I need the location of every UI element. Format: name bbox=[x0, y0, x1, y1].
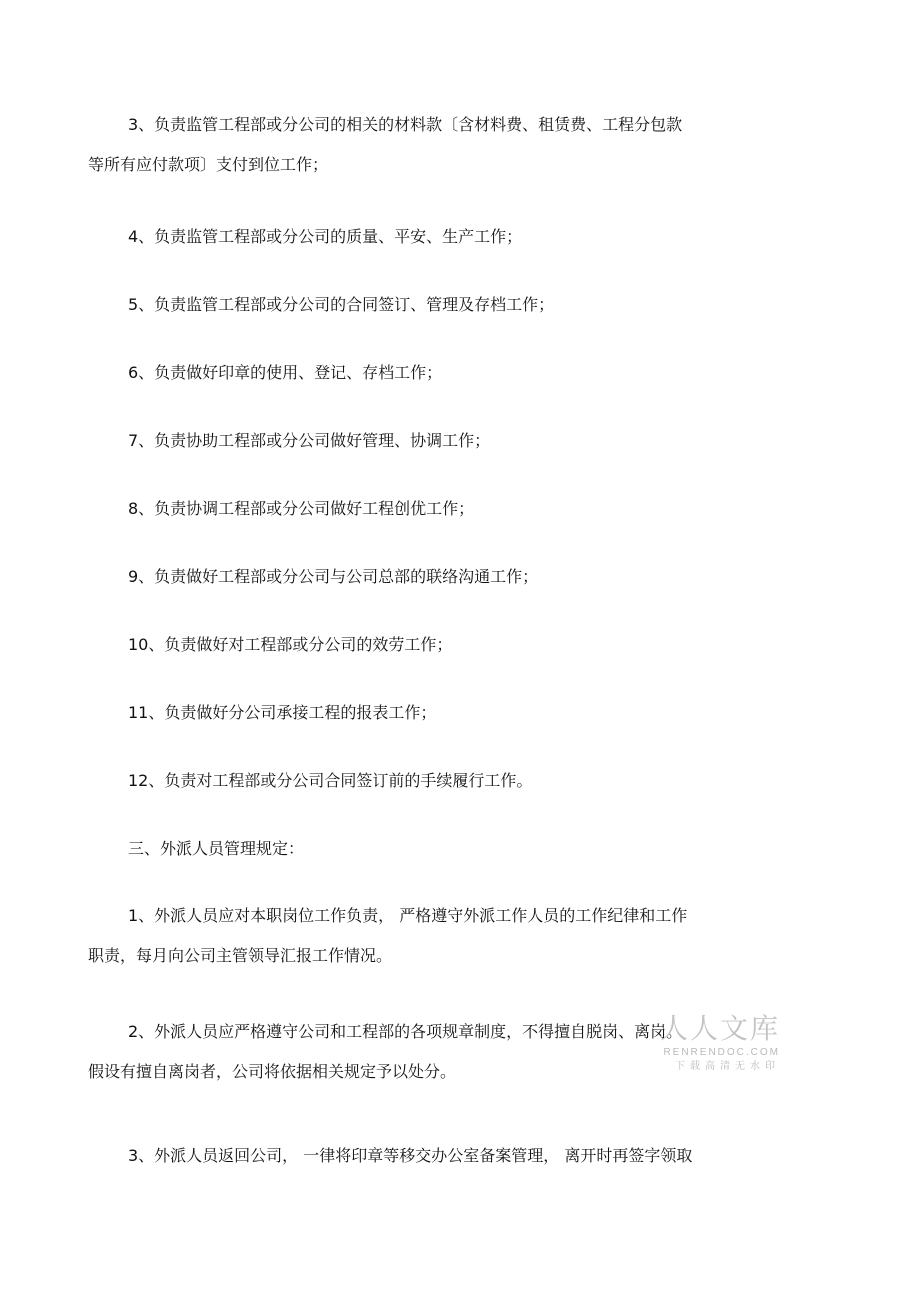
watermark bbox=[630, 1012, 780, 1074]
paragraph-item-3 bbox=[88, 105, 788, 185]
paragraph-line: 11、负责做好分公司承接工程的报表工作； bbox=[128, 703, 437, 722]
paragraph-item-10 bbox=[88, 625, 788, 665]
paragraph-line: 10、负责做好对工程部或分公司的效劳工作； bbox=[128, 635, 453, 654]
paragraph-item-11 bbox=[88, 693, 788, 733]
paragraph-item-6 bbox=[88, 353, 788, 393]
paragraph-item-8 bbox=[88, 489, 788, 529]
paragraph-line: 6、负责做好印章的使用、登记、存档工作； bbox=[128, 363, 443, 382]
paragraph-item-12 bbox=[88, 761, 788, 801]
paragraph-item-5 bbox=[88, 285, 788, 325]
paragraph-rule-3 bbox=[88, 1136, 788, 1176]
paragraph-line: 3、负责监管工程部或分公司的相关的材料款〔含材料费、租赁费、工程分包款 bbox=[128, 115, 683, 134]
paragraph-line: 3、外派人员返回公司， 一律将印章等移交办公室备案管理， 离开时再签字领取 bbox=[128, 1146, 693, 1165]
watermark-brand: 人人文库 bbox=[659, 1012, 780, 1045]
paragraph-line: 12、负责对工程部或分公司合同签订前的手续履行工作。 bbox=[128, 771, 533, 790]
paragraph-rule-1 bbox=[88, 896, 788, 976]
watermark-tagline: 下载高清无水印 bbox=[675, 1061, 780, 1072]
paragraph-item-7 bbox=[88, 421, 788, 461]
watermark-domain: RENRENDOC.COM bbox=[663, 1047, 780, 1058]
paragraph-line: 假设有擅自离岗者，公司将依据相关规定予以处分。 bbox=[88, 1062, 457, 1081]
section-heading-line: 三、外派人员管理规定： bbox=[128, 839, 305, 858]
section-heading bbox=[88, 829, 788, 869]
paragraph-line: 4、负责监管工程部或分公司的质量、平安、生产工作； bbox=[128, 227, 523, 246]
paragraph-line: 2、外派人员应严格遵守公司和工程部的各项规章制度，不得擅自脱岗、离岗。 bbox=[128, 1022, 683, 1041]
paragraph-item-9 bbox=[88, 557, 788, 597]
paragraph-line: 1、外派人员应对本职岗位工作负责， 严格遵守外派工作人员的工作纪律和工作 bbox=[128, 906, 688, 925]
paragraph-line: 5、负责监管工程部或分公司的合同签订、管理及存档工作； bbox=[128, 295, 555, 314]
paragraph-line: 7、负责协助工程部或分公司做好管理、协调工作； bbox=[128, 431, 491, 450]
paragraph-item-4 bbox=[88, 217, 788, 257]
paragraph-line: 8、负责协调工程部或分公司做好工程创优工作； bbox=[128, 499, 475, 518]
paragraph-line: 等所有应付款项〕支付到位工作； bbox=[88, 155, 329, 174]
paragraph-line: 职责，每月向公司主管领导汇报工作情况。 bbox=[88, 946, 393, 965]
paragraph-line: 9、负责做好工程部或分公司与公司总部的联络沟通工作； bbox=[128, 567, 539, 586]
